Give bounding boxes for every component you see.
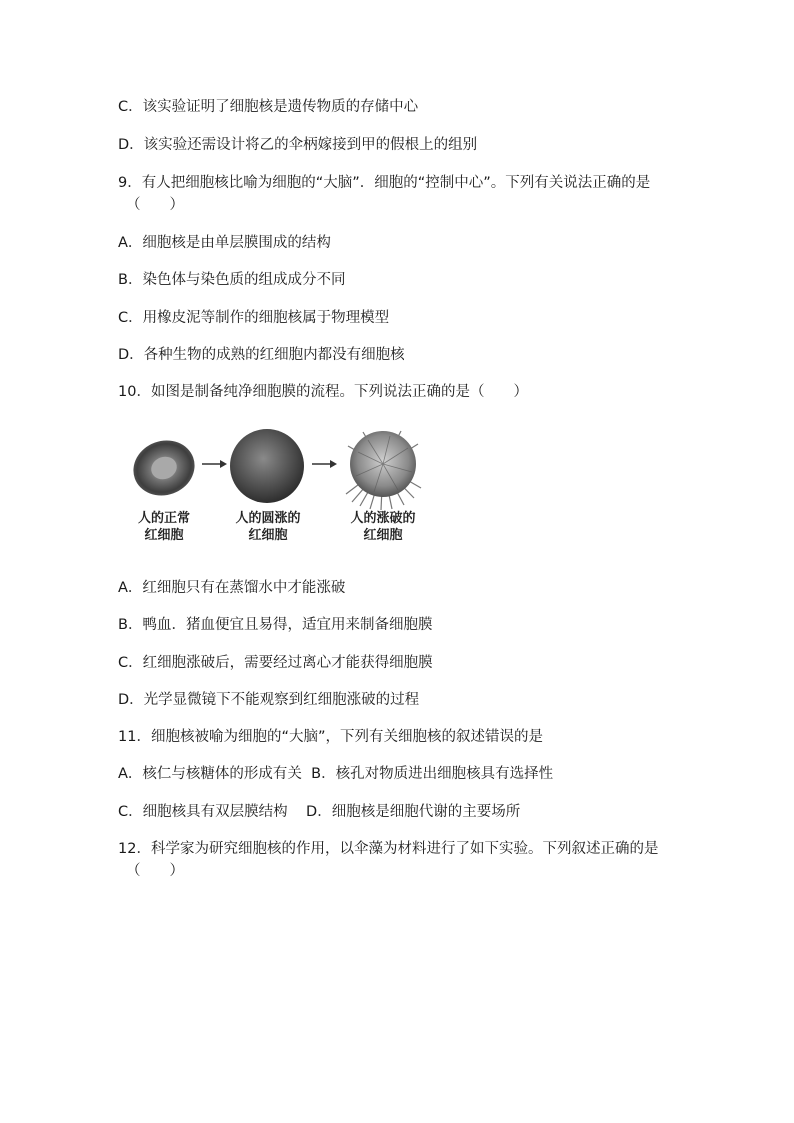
caption-swollen-line2: 红细胞	[248, 528, 288, 543]
q9-option-d: D．各种生物的成熟的红细胞内都没有细胞核	[118, 347, 405, 363]
caption-normal-line2: 红细胞	[144, 528, 184, 543]
normal-red-blood-cell-icon	[126, 432, 203, 504]
arrow-right-icon	[312, 460, 337, 468]
q11-options-cd: C．细胞核具有双层膜结构 D．细胞核是细胞代谢的主要场所	[118, 804, 521, 820]
q9-answer-paren: （ ）	[126, 197, 184, 213]
q12-stem: 12．科学家为研究细胞核的作用，以伞藻为材料进行了如下实验。下列叙述正确的是	[118, 841, 659, 857]
q11-stem: 11．细胞核被喻为细胞的“大脑”，下列有关细胞核的叙述错误的是	[118, 729, 543, 745]
swollen-red-blood-cell-icon	[230, 429, 304, 503]
caption-normal-line1: 人的正常	[137, 511, 190, 526]
q11-options-ab: A．核仁与核糖体的形成有关 B．核孔对物质进出细胞核具有选择性	[118, 766, 554, 782]
caption-burst-line1: 人的涨破的	[350, 511, 416, 526]
q10-stem: 10．如图是制备纯净细胞膜的流程。下列说法正确的是（ ）	[118, 384, 528, 400]
q10-option-b: B．鸭血．猪血便宜且易得，适宜用来制备细胞膜	[118, 617, 433, 633]
cell-process-diagram	[118, 424, 438, 514]
q8-option-d: D．该实验还需设计将乙的伞柄嫁接到甲的假根上的组别	[118, 137, 478, 153]
burst-red-blood-cell-icon	[346, 431, 421, 510]
arrow-right-icon	[202, 460, 227, 468]
q12-answer-paren: （ ）	[126, 863, 184, 879]
q8-option-c: C．该实验证明了细胞核是遗传物质的存储中心	[118, 99, 419, 115]
caption-swollen-line1: 人的圆涨的	[235, 511, 301, 526]
q9-option-c: C．用橡皮泥等制作的细胞核属于物理模型	[118, 310, 390, 326]
q10-option-a: A．红细胞只有在蒸馏水中才能涨破	[118, 580, 346, 596]
q9-option-b: B．染色体与染色质的组成成分不同	[118, 272, 346, 288]
q9-option-a: A．细胞核是由单层膜围成的结构	[118, 235, 331, 251]
q10-option-c: C．红细胞涨破后，需要经过离心才能获得细胞膜	[118, 655, 433, 671]
caption-burst-line2: 红细胞	[363, 528, 403, 543]
q9-stem: 9．有人把细胞核比喻为细胞的“大脑”．细胞的“控制中心”。下列有关说法正确的是	[118, 175, 651, 191]
q10-option-d: D．光学显微镜下不能观察到红细胞涨破的过程	[118, 692, 420, 708]
red-blood-cell-figure	[118, 424, 438, 554]
